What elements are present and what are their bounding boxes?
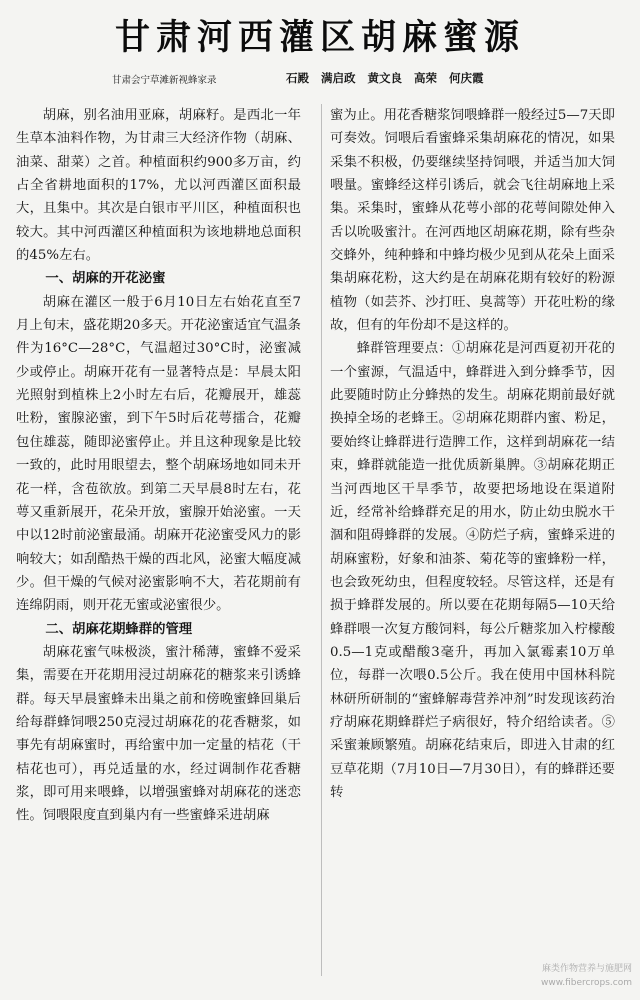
right-column — [330, 104, 615, 984]
watermark-site-name: 麻类作物营养与施肥网 — [541, 964, 632, 974]
section-heading-colony-management: 二、胡麻花期蜂群的管理 — [45, 620, 193, 637]
article-title: 甘肃河西灌区胡麻蜜源 — [114, 17, 525, 58]
intro-paragraph: 胡麻，别名油用亚麻，胡麻籽。是西北一年生草本油料作物，为甘肃三大经济作物（胡麻、油菜、甜菜）之首。种植面积约900多万亩，约占全省耕地面积的17%，尤以河西灌区面积最大，且集中。其次是白银市平川区，种植面积也较大。其中河西灌区种植面积为该地耕地总面积的45%左右。 — [16, 108, 301, 264]
author-names: 石殿 满启政 黄文良 高荣 何庆霞 — [286, 71, 484, 85]
author-organization: 甘肃会宁草滩新视蜂家录 — [112, 75, 217, 86]
column-divider — [321, 104, 322, 976]
colony-management-paragraph: 胡麻花蜜气味极淡，蜜汁稀薄，蜜蜂不爱采集，需要在开花期用浸过胡麻花的糖浆来引诱蜂群。每天早晨蜜蜂未出巢之前和傍晚蜜蜂回巢后给每群蜂饲喂250克浸过胡麻花的花香糖浆，如事先有胡麻蜜时，再给蜜中加一定量的桔花（干桔花也可），再兑适量的水，经过调制作花香糖浆，即可用来喂蜂，以增强蜜蜂对胡麻花的迷恋性。饲喂限度直到巢内有一些蜜蜂采进胡麻 — [16, 644, 301, 824]
flowering-paragraph: 胡麻在灌区一般于6月10日左右始花直至7月上旬末，盛花期20多天。开花泌蜜适宜气温条件为16°C—28°C，气温超过30°C时，泌蜜减少或停止。胡麻开花有一显著特点是：早晨太阳光照射到植株上2小时左右后，花瓣展开，雄蕊吐粉，蜜腺泌蜜，到下午5时后花萼擂合，花瓣包住雄蕊，随即泌蜜停止。并且这种现象是比较一致的，此时用眼望去，整个胡麻场地如同未开花一样，含苞欲放。到第二天早晨8时左右，花萼又重新展开，花朵开放，蜜腺开始泌蜜。一天中以12时前泌蜜最涌。胡麻开花泌蜜受风力的影响较大；如刮酷热干燥的西北风，泌蜜大幅度减少。但干燥的气候对泌蜜影响不大，若花期前有连绵阴雨，则开花无蜜或泌蜜很少。 — [16, 294, 301, 614]
management-points-paragraph: 蜂群管理要点：①胡麻花是河西夏初开花的一个蜜源，气温适中，蜂群进入到分蜂季节，因此要随时防止分蜂热的发生。胡麻花期前最好就换掉全场的老蜂王。②胡麻花期群内蜜、粉足，要始终让蜂群进行造脾工作，这样到胡麻花一结束，蜂群就能造一批优质新巢脾。③胡麻花期正当河西地区干旱季节，故要把场地设在渠道附近，经常补给蜂群充足的用水，防止幼虫脱水干涸和阻碍蜂群的发展。④防烂子病，蜜蜂采进的胡麻蜜粉，好象和油茶、菊花等的蜜蜂粉一样，也会致死幼虫，但程度较轻。尽管这样，还是有损于蜂群发展的。所以要在花期每隔5—10天给蜂群喂一次复方酸饲料，每公斤糖浆加入柠檬酸0.5—1克或醋酸3毫升，再加入氯霉素10万单位，每群一次喂0.5公斤。我在使用中国林科院林研所研制的“蜜蜂解毒营养冲剂”时发现该药治疗胡麻花期蜂群烂子病很好，特介绍给读者。⑤采蜜兼顾繁殖。胡麻花结束后，即进入甘肃的红豆草花期（7月10日—7月30日），有的蜂群还要转 — [330, 341, 615, 800]
watermark-url: www.fibercrops.com — [541, 978, 632, 988]
continued-paragraph: 蜜为止。用花香糖浆饲喂蜂群一般经过5—7天即可奏效。饲喂后看蜜蜂采集胡麻花的情况，如果采集不积极，仍要继续坚持饲喂，并适当加大饲喂量。蜜蜂经这样引诱后，就会飞往胡麻地上采集。采集时，蜜蜂从花萼小部的花萼间隙处伸入舌以吮吸蜜汁。在河西地区胡麻花期，除有些杂交蜂外，纯种蜂和中蜂均极少见到从花朵上面采集胡麻花粉，这大约是在胡麻花期有较好的粉源植物（如芸芥、沙打旺、臭蒿等）开花吐粉的缘故，但有的年份却不是这样的。 — [330, 108, 615, 334]
left-column — [16, 104, 301, 984]
site-watermark — [541, 962, 632, 990]
section-heading-flowering: 一、胡麻的开花泌蜜 — [45, 270, 166, 287]
